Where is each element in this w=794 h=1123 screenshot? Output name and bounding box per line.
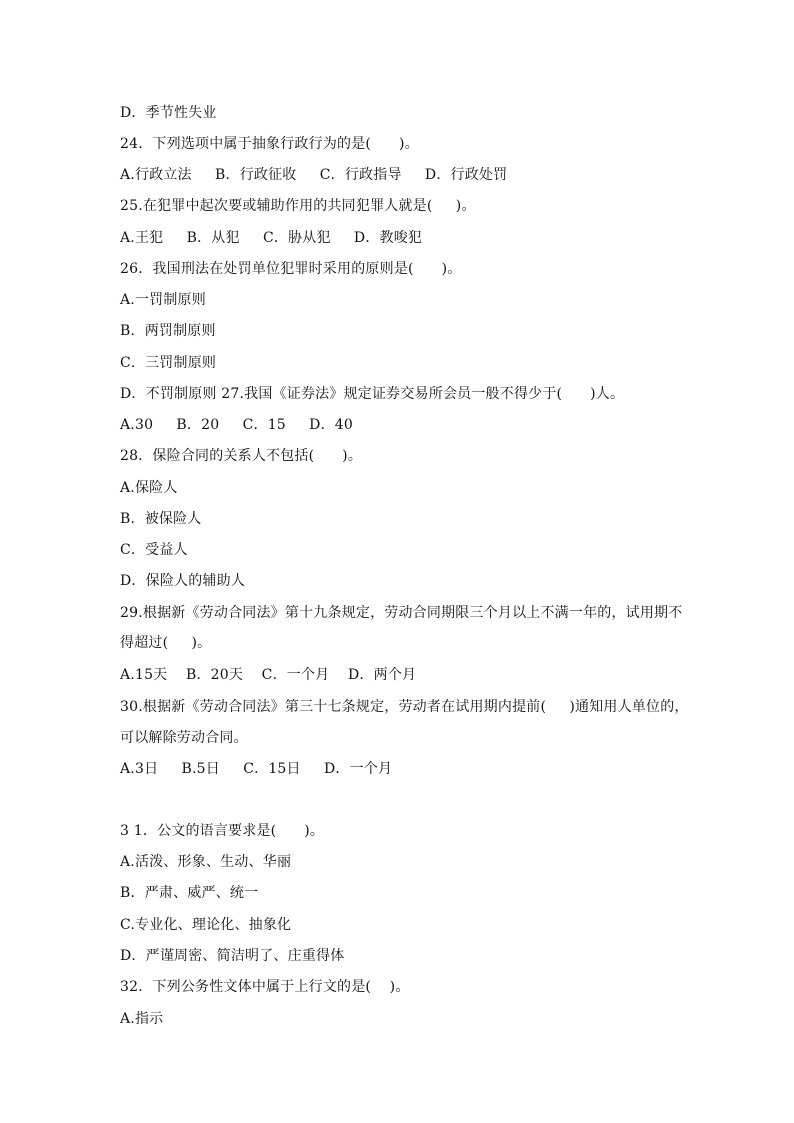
question-26-option-b: B．两罚制原则 [120,323,216,339]
question-29: 29.根据新《劳动合同法》第十九条规定，劳动合同期限三个月以上不满一年的，试用期不 [120,605,683,621]
question-27-options: A.30 B．20 C．15 D．40 [120,417,353,433]
text-line: D．季节性失业 [120,105,217,121]
question-28-option-b: B．被保险人 [120,511,202,527]
question-30: 30.根据新《劳动合同法》第三十七条规定，劳动者在试用期内提前( )通知用人单位的， [120,699,689,715]
question-24: 24．下列选项中属于抽象行政行为的是( )。 [120,136,419,152]
question-25-options: A.王犯 B．从犯 C．胁从犯 D．教唆犯 [120,230,423,246]
question-31-option-a: A.活泼、形象、生动、华丽 [120,854,292,870]
question-25: 25.在犯罪中起次要或辅助作用的共同犯罪人就是( )。 [120,198,476,214]
question-26: 26．我国刑法在处罚单位犯罪时采用的原则是( )。 [120,261,462,277]
question-28-option-c: C．受益人 [120,542,188,558]
question-28-option-d: D．保险人的辅助人 [120,573,246,589]
question-26-option-d-and-question-27: D．不罚制原则 27.我国《证券法》规定证券交易所会员一般不得少于( )人。 [120,386,625,402]
question-31-option-c: C.专业化、理论化、抽象化 [120,917,292,933]
question-32-option-a: A.指示 [120,1011,164,1027]
question-31: 3 1．公文的语言要求是( )。 [120,823,325,839]
question-31-option-b: B．严肃、威严、统一 [120,885,259,901]
question-28-option-a: A.保险人 [120,480,178,496]
question-29-options: A.15天 B．20天 C．一个月 D．两个月 [120,667,417,683]
question-30-options: A.3日 B.5日 C．15日 D．一个月 [120,761,393,777]
question-28: 28．保险合同的关系人不包括( )。 [120,448,363,464]
question-26-option-c: C．三罚制原则 [120,355,217,371]
question-32: 32．下列公务性文体中属于上行文的是( )。 [120,979,410,995]
question-30-cont: 可以解除劳动合同。 [120,730,248,746]
question-26-option-a: A.一罚制原则 [120,292,206,308]
question-24-options: A.行政立法 B．行政征收 C．行政指导 D．行政处罚 [120,167,508,183]
question-31-option-d: D．严谨周密、简洁明了、庄重得体 [120,948,345,964]
question-29-cont: 得超过( )。 [120,635,212,651]
